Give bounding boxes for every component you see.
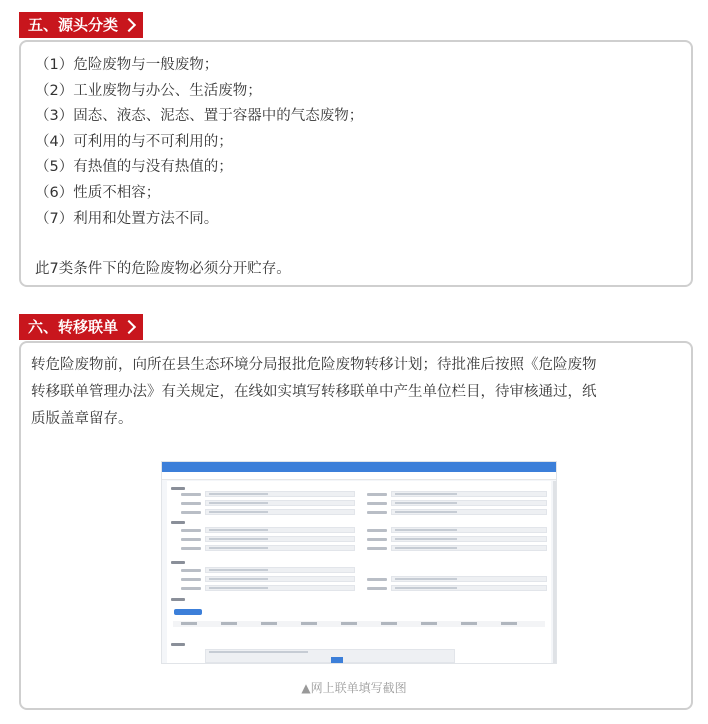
- screenshot-column-header: [301, 622, 317, 625]
- section-6-paragraph-line: 质版盖章留存。: [31, 411, 133, 427]
- screenshot-breadcrumb: [162, 472, 556, 480]
- chevron-right-icon: [122, 320, 136, 334]
- screenshot-field-label: [367, 493, 387, 496]
- screenshot-field: [205, 545, 355, 551]
- screenshot-column-header: [261, 622, 277, 625]
- screenshot-field-label: [181, 493, 201, 496]
- section-6-paragraph-line: 转危险废物前，向所在县生态环境分局报批危险废物转移计划；待批准后按照《危险废物: [31, 357, 597, 373]
- screenshot-field-label: [181, 538, 201, 541]
- screenshot-field: [391, 527, 547, 533]
- list-item: （3）固态、液态、泥态、置于容器中的气态废物；: [35, 108, 364, 125]
- screenshot-column-header: [501, 622, 517, 625]
- screenshot-section-label: [171, 561, 185, 564]
- screenshot-field: [205, 567, 355, 573]
- screenshot-add-button: [174, 609, 202, 615]
- screenshot-column-header: [421, 622, 437, 625]
- chevron-right-icon: [122, 18, 136, 32]
- screenshot-field: [205, 527, 355, 533]
- screenshot-field-label: [181, 569, 201, 572]
- screenshot-field-label: [367, 578, 387, 581]
- screenshot-field: [391, 576, 547, 582]
- screenshot-submit-button: [331, 657, 343, 663]
- screenshot-column-header: [341, 622, 357, 625]
- screenshot-field: [205, 509, 355, 515]
- section-6-heading-text: 六、转移联单: [28, 318, 119, 336]
- screenshot-field-label: [181, 547, 201, 550]
- screenshot-section-label: [171, 643, 185, 646]
- screenshot-column-header: [221, 622, 237, 625]
- screenshot-form-panel: [167, 481, 551, 663]
- screenshot-field-label: [367, 587, 387, 590]
- screenshot-field-label: [367, 529, 387, 532]
- screenshot-field: [205, 576, 355, 582]
- screenshot-field-label: [367, 538, 387, 541]
- screenshot-field-label: [367, 502, 387, 505]
- screenshot-field-label: [367, 511, 387, 514]
- screenshot-column-header: [461, 622, 477, 625]
- screenshot-caption: ▲网上联单填写截图: [301, 681, 407, 695]
- list-item: （6）性质不相容；: [35, 184, 161, 201]
- online-form-screenshot: [161, 461, 557, 664]
- screenshot-scrollbar: [553, 481, 556, 663]
- screenshot-field: [205, 500, 355, 506]
- list-item: （5）有热值的与没有热值的；: [35, 159, 233, 176]
- screenshot-field-label: [181, 502, 201, 505]
- screenshot-field-label: [181, 578, 201, 581]
- list-item: （7）利用和处置方法不同。: [35, 210, 219, 227]
- screenshot-field: [205, 585, 355, 591]
- section-5-heading: [19, 12, 143, 38]
- screenshot-field-label: [181, 511, 201, 514]
- section-5-conclusion: 此7类条件下的危险废物必须分开贮存。: [35, 261, 291, 278]
- screenshot-field: [391, 509, 547, 515]
- screenshot-section-label: [171, 598, 185, 601]
- screenshot-textarea: [205, 649, 455, 663]
- list-item: （1）危险废物与一般废物；: [35, 57, 219, 73]
- screenshot-column-header: [381, 622, 397, 625]
- section-6-paragraph-line: 转移联单管理办法》有关规定，在线如实填写转移联单中产生单位栏目，待审核通过，纸: [31, 384, 597, 400]
- screenshot-field: [391, 545, 547, 551]
- section-5-box: [19, 40, 693, 287]
- screenshot-field: [205, 536, 355, 542]
- screenshot-field: [391, 500, 547, 506]
- screenshot-field: [205, 491, 355, 497]
- screenshot-field: [391, 491, 547, 497]
- list-item: （4）可利用的与不可利用的；: [35, 133, 233, 150]
- screenshot-field: [391, 536, 547, 542]
- section-6-heading: [19, 314, 143, 340]
- screenshot-field-label: [367, 547, 387, 550]
- screenshot-column-header: [181, 622, 197, 625]
- section-5-heading-text: 五、源头分类: [28, 16, 119, 34]
- screenshot-section-label: [171, 521, 185, 524]
- screenshot-field-label: [181, 529, 201, 532]
- screenshot-header-bar: [162, 462, 556, 472]
- screenshot-field-label: [181, 587, 201, 590]
- screenshot-field: [391, 585, 547, 591]
- screenshot-section-label: [171, 487, 185, 490]
- list-item: （2）工业废物与办公、生活废物；: [35, 82, 262, 99]
